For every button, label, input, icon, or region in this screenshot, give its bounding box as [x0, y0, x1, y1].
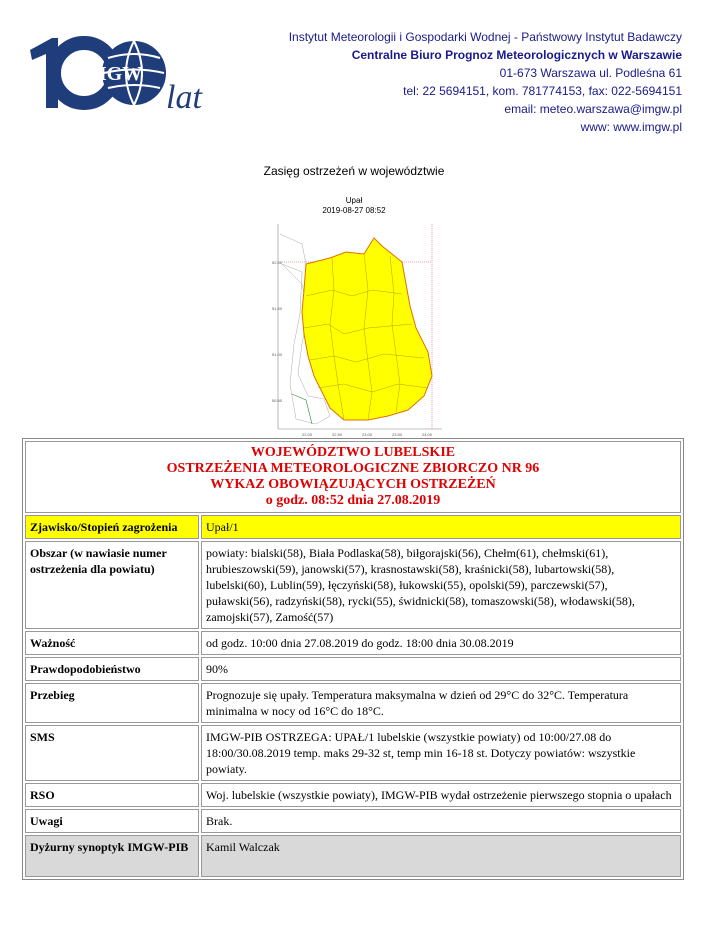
row-label-remarks: Uwagi [25, 809, 199, 833]
row-value-sms: IMGW-PIB OSTRZEGA: UPAŁ/1 lubelskie (wszystkie powiaty) od 10:00/27.08 do 18:00/30.08.2019 temp. maks 29-32 st, temp min 16-18 st. Dotyczy powiatów: wszystkie powiaty. [201, 725, 681, 781]
table-row [25, 809, 681, 833]
lat-label: 52.00 [272, 260, 283, 265]
table-row [25, 783, 681, 807]
logo-mark-text: IMGW [80, 63, 143, 85]
lon-label: 22.00 [302, 432, 313, 437]
institute-website[interactable]: www: www.imgw.pl [580, 120, 682, 134]
row-value-course: Prognozuje się upały. Temperatura maksymalna w dzień od 29°C do 32°C. Temperatura minimalna w nocy od 16°C do 18°C. [201, 683, 681, 723]
row-label-area: Obszar (w nawiasie numer ostrzeżenia dla powiatu) [25, 541, 199, 629]
institute-email[interactable]: email: meteo.warszawa@imgw.pl [504, 102, 682, 116]
table-row [25, 515, 681, 539]
list-title: WYKAZ OBOWIĄZUJĄCYCH OSTRZEŻEŃ [210, 477, 496, 492]
row-value-validity: od godz. 10:00 dnia 27.08.2019 do godz. 18:00 dnia 30.08.2019 [201, 631, 681, 655]
table-row [25, 657, 681, 681]
warning-map [272, 224, 442, 440]
voivodeship-title: WOJEWÓDZTWO LUBELSKIE [250, 445, 456, 460]
table-row [25, 631, 681, 655]
table-header-row [25, 441, 681, 513]
row-value-remarks: Brak. [201, 809, 681, 833]
lat-label: 51.00 [272, 352, 283, 357]
lon-label: 24.00 [422, 432, 433, 437]
map-datetime: 2019-08-27 08:52 [322, 206, 386, 215]
row-value-phenomenon: Upał/1 [201, 515, 681, 539]
table-row [25, 541, 681, 629]
map-phenomenon: Upał [345, 196, 363, 205]
warning-table [22, 438, 684, 880]
bureau-name: Centralne Biuro Prognoz Meteorologicznych w Warszawie [351, 48, 682, 62]
imgw-100-lat-logo [22, 28, 222, 118]
row-label-validity: Ważność [25, 631, 199, 655]
institute-name: Instytut Meteorologii i Gospodarki Wodnej - Państwowy Instytut Badawczy [288, 30, 682, 44]
row-label-rso: RSO [25, 783, 199, 807]
institute-info [289, 28, 682, 136]
table-row [25, 725, 681, 781]
row-value-probability: 90% [201, 657, 681, 681]
institute-phone: tel: 22 5694151, kom. 781774153, fax: 022-5694151 [403, 84, 682, 98]
row-label-phenomenon: Zjawisko/Stopień zagrożenia [25, 515, 199, 539]
row-value-area: powiaty: bialski(58), Biała Podlaska(58), biłgorajski(56), Chełm(61), chełmski(61), hrubieszowski(59), janowski(57), krasnostawski(58), kraśnicki(58), lubartowski(58), lubelski(60), Lublin(59), łęczyński(58), łukowski(55), opolski(59), parczewski(57), puławski(56), radzyński(58), rycki(55), świdnicki(58), tomaszowski(58), włodawski(58), zamojski(57), Zamość(57) [201, 541, 681, 629]
lon-label: 22.50 [332, 432, 343, 437]
issue-time: o godz. 08:52 dnia 27.08.2019 [265, 493, 441, 508]
row-value-rso: Woj. lubelskie (wszystkie powiaty), IMGW-PIB wydał ostrzeżenie pierwszego stopnia o upałach [201, 783, 681, 807]
row-label-probability: Prawdopodobieństwo [25, 657, 199, 681]
row-label-sms: SMS [25, 725, 199, 781]
lat-label: 51.50 [272, 306, 283, 311]
table-row [25, 835, 681, 877]
row-label-forecaster: Dyżurny synoptyk IMGW-PIB [25, 835, 199, 877]
lat-label: 50.50 [272, 398, 283, 403]
lon-label: 23.50 [392, 432, 403, 437]
table-row [25, 683, 681, 723]
table-header [25, 441, 681, 513]
bulletin-title: OSTRZEŻENIA METEOROLOGICZNE ZBIORCZO NR 96 [166, 461, 540, 476]
map-title-block [0, 196, 708, 216]
map-heading: Zasięg ostrzeżeń w województwie [263, 164, 445, 178]
row-label-course: Przebieg [25, 683, 199, 723]
lon-label: 23.00 [362, 432, 373, 437]
institute-address: 01-673 Warszawa ul. Podleśna 61 [499, 66, 682, 80]
logo-suffix-text: lat [166, 79, 202, 116]
row-value-forecaster: Kamil Walczak [201, 835, 681, 877]
